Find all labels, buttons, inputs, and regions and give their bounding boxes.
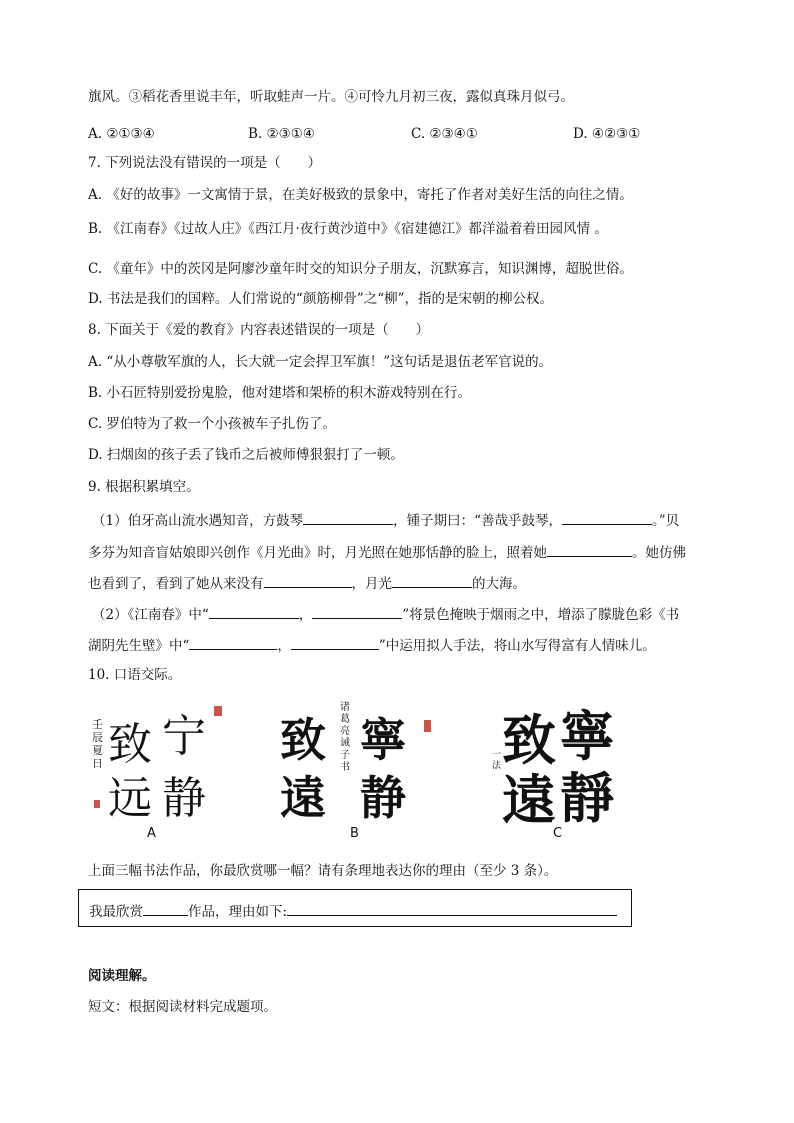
q9-line-1-text-c: 。”贝 <box>652 513 680 529</box>
reading-heading: 阅读理解。 <box>88 968 156 984</box>
calligraphy-a-label: A <box>147 826 156 841</box>
calligraphy-a-seal <box>94 800 100 808</box>
q7-option-a: A. 《好的故事》一文寓情于景，在美好极致的景象中，寄托了作者对美好生活的向往之情。 <box>88 187 633 203</box>
calligraphy-a-inscription: 壬辰夏日 <box>92 718 103 770</box>
calligraphy-b-char-3: 静 <box>360 771 406 825</box>
q9-line-1-text-a: （1）伯牙高山流水遇知音，方鼓琴 <box>92 513 304 529</box>
q9-line-4-text-b: ， <box>298 607 313 623</box>
calligraphy-c-label: C <box>553 826 563 841</box>
calligraphy-b-char-4: 遠 <box>280 771 326 825</box>
calligraphy-work-c <box>492 694 668 832</box>
q9-stem: 9. 根据积累填空。 <box>88 479 200 495</box>
q9-line-1-text-b: ，锺子期曰：“善哉乎鼓琴， <box>393 513 562 529</box>
calligraphy-a-char-4: 远 <box>108 773 152 824</box>
q9-line-5-text-c: ”中运用拟人手法，将山水写得富有人情味儿。 <box>378 638 656 654</box>
q9-line-5-text-a: 湖阴先生壁》中“ <box>88 638 190 654</box>
answer-choice-blank[interactable] <box>143 901 188 916</box>
q9-line-3-text-c: 的大海。 <box>472 576 526 592</box>
reading-instruction: 短文：根据阅读材料完成题项。 <box>88 999 277 1015</box>
answer-reason-blank[interactable] <box>287 901 617 916</box>
q8-stem: 8. 下面关于《爱的教育》内容表述错误的一项是（ ） <box>88 322 430 338</box>
answer-line <box>89 900 617 920</box>
calligraphy-a-seal-2 <box>214 706 222 716</box>
q9-line-5 <box>88 635 656 655</box>
q9-line-3-text-a: 也看到了，看到了她从来没有 <box>88 576 264 592</box>
calligraphy-work-a <box>90 700 260 824</box>
q6-option-b: B. ②③①④ <box>248 126 315 142</box>
q6-option-a: A. ②①③④ <box>88 126 155 142</box>
calligraphy-work-b <box>278 700 448 825</box>
answer-text-b: 作品，理由如下: <box>188 904 288 920</box>
q8-option-a: A. “从小尊敬军旗的人，长大就一定会捍卫军旗！”这句话是退伍老军官说的。 <box>88 354 553 370</box>
q7-option-b: B. 《江南春》《过故人庄》《西江月·夜行黄沙道中》《宿建德江》都洋溢着着田园风情 。 <box>88 221 608 237</box>
fill-blank-2[interactable] <box>562 510 652 525</box>
calligraphy-c-char-4: 遠 <box>502 768 556 832</box>
q6-option-d: D. ④②③① <box>573 126 641 142</box>
q7-stem: 7. 下列说法没有错误的一项是（ ） <box>88 155 322 171</box>
calligraphy-a-char-3: 静 <box>162 773 206 824</box>
calligraphy-b-inscription: 诸葛亮诫子书 <box>340 702 350 773</box>
calligraphy-c-char-1: 寧 <box>560 704 614 768</box>
q8-option-c: C. 罗伯特为了救一个小孩被车子扎伤了。 <box>88 416 336 432</box>
q9-line-2-text-b: 。她仿佛 <box>632 545 686 561</box>
fill-blank-3[interactable] <box>547 542 632 557</box>
q8-option-d: D. 扫烟囱的孩子丢了钱币之后被师傅狠狠打了一顿。 <box>88 447 404 463</box>
fill-blank-5[interactable] <box>392 573 472 588</box>
calligraphy-b-char-1: 寧 <box>360 713 406 767</box>
q9-line-4-text-a: （2）《江南春》中“ <box>92 607 209 623</box>
fill-blank-7[interactable] <box>312 604 402 619</box>
calligraphy-b-seal <box>424 720 431 732</box>
fill-blank-9[interactable] <box>291 635 379 650</box>
q10-question: 上面三幅书法作品，你最欣赏哪一幅？请有条理地表达你的理由（至少 3 条）。 <box>88 863 558 879</box>
q6-tail-text: 旗风。③稻花香里说丰年，听取蛙声一片。④可怜九月初三夜，露似真珠月似弓。 <box>88 89 574 105</box>
q9-line-2-text-a: 多芬为知音盲姑娘即兴创作《月光曲》时，月光照在她那恬静的脸上，照着她 <box>88 545 547 561</box>
q8-option-b: B. 小石匠特别爱扮鬼脸，他对建塔和架桥的积木游戏特别在行。 <box>88 385 472 401</box>
calligraphy-a-char-2: 致 <box>108 719 152 770</box>
q6-option-c: C. ②③④① <box>411 126 478 142</box>
q9-line-1 <box>92 510 679 530</box>
calligraphy-a-char-1: 宁 <box>162 711 206 762</box>
q9-line-3 <box>88 573 526 593</box>
fill-blank-8[interactable] <box>189 635 277 650</box>
q9-line-4 <box>92 604 679 624</box>
q9-line-2 <box>88 542 686 562</box>
calligraphy-b-char-2: 致 <box>280 713 326 767</box>
q7-option-d: D. 书法是我们的国粹。人们常说的“颜筋柳骨”之“柳”，指的是宋朝的柳公权。 <box>88 291 554 307</box>
fill-blank-4[interactable] <box>264 573 352 588</box>
q10-stem: 10. 口语交际。 <box>88 667 182 683</box>
q7-option-c: C. 《童年》中的茨冈是阿廖沙童年时交的知识分子朋友，沉默寡言，知识渊博，超脱世俗。 <box>88 261 633 277</box>
calligraphy-c-char-3: 靜 <box>560 766 614 830</box>
calligraphy-b-label: B <box>350 826 359 841</box>
calligraphy-c-inscription: 一法 <box>492 750 502 771</box>
answer-box <box>78 889 632 927</box>
q9-line-3-text-b: ，月光 <box>351 576 392 592</box>
q9-line-5-text-b: ， <box>277 638 291 654</box>
calligraphy-c-char-2: 致 <box>502 708 556 772</box>
fill-blank-1[interactable] <box>303 510 393 525</box>
answer-text-a: 我最欣赏 <box>89 904 143 920</box>
fill-blank-6[interactable] <box>209 604 299 619</box>
q9-line-4-text-c: ”将景色掩映于烟雨之中，增添了朦胧色彩《书 <box>402 607 680 623</box>
